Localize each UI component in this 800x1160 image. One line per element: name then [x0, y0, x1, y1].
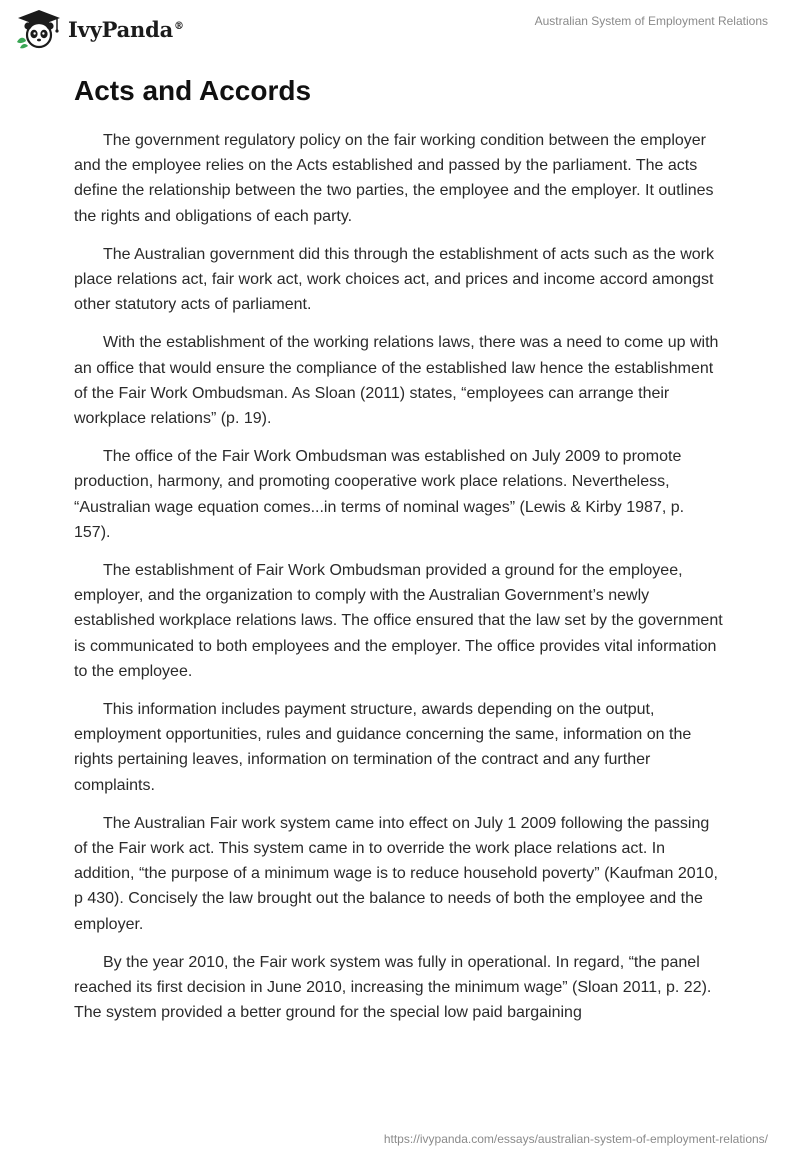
registered-mark: ®: [174, 20, 184, 32]
paragraph: By the year 2010, the Fair work system was fully in operational. In regard, “the panel reached its first decision in June 2010, increasing the minimum wage” (Sloan 2011, p. 22). The system provided a better ground for the special low paid bargaining: [74, 953, 712, 1022]
paragraph: This information includes payment structure, awards depending on the output, employment opportunities, rules and guidance concerning the same, information on the rights pertaining leaves, information on termination of the contract and any further complaints.: [74, 701, 692, 794]
ivypanda-logo[interactable]: [14, 8, 184, 50]
article-body: [74, 74, 724, 1039]
source-url[interactable]: https://ivypanda.com/essays/australian-system-of-employment-relations/: [383, 1132, 768, 1146]
document-title: Australian System of Employment Relations: [534, 14, 768, 28]
page-header: [0, 0, 800, 60]
paragraph: The office of the Fair Work Ombudsman was established on July 2009 to promote production, harmony, and promoting cooperative work place relations. Nevertheless, “Australian wage equation comes...in terms of nominal wages” (Lewis & Kirby 1987, p. 157).: [74, 448, 685, 541]
panda-graduate-logo-icon: [14, 8, 64, 50]
paragraph: The Australian government did this through the establishment of acts such as the work place relations act, fair work act, work choices act, and prices and income accord amongst other statutory acts of parliament.: [74, 245, 714, 314]
section-heading: Acts and Accords: [74, 75, 312, 106]
paragraph: With the establishment of the working relations laws, there was a need to come up with an office that would ensure the compliance of the established law hence the establishment of the Fair Work Ombudsman. As Sloan (2011) states, “employees can arrange their workplace relations” (p. 19).: [74, 334, 719, 428]
brand-label: IvyPanda: [68, 16, 174, 42]
paragraph: The Australian Fair work system came into effect on July 1 2009 following the passing of the Fair work act. This system came in to override the work place relations act. In addition, “the purpose of a minimum wage is to reduce household poverty” (Kaufman 2010, p 430). Concisely the law brought out the balance to needs of both the employee and the employer.: [74, 814, 718, 933]
paragraph: The establishment of Fair Work Ombudsman provided a ground for the employee, employer, and the organization to comply with the Australian Government’s newly established workplace relations laws. The office ensured that the law set by the government is communicated to both employees and the employer. The office provides vital information to the employee.: [74, 562, 723, 680]
paragraph: The government regulatory policy on the fair working condition between the employer and the employee relies on the Acts established and passed by the parliament. The acts define the relationship between the two parties, the employee and the employer. It outlines the rights and obligations of each party.: [74, 132, 714, 225]
brand-name: [68, 17, 184, 42]
